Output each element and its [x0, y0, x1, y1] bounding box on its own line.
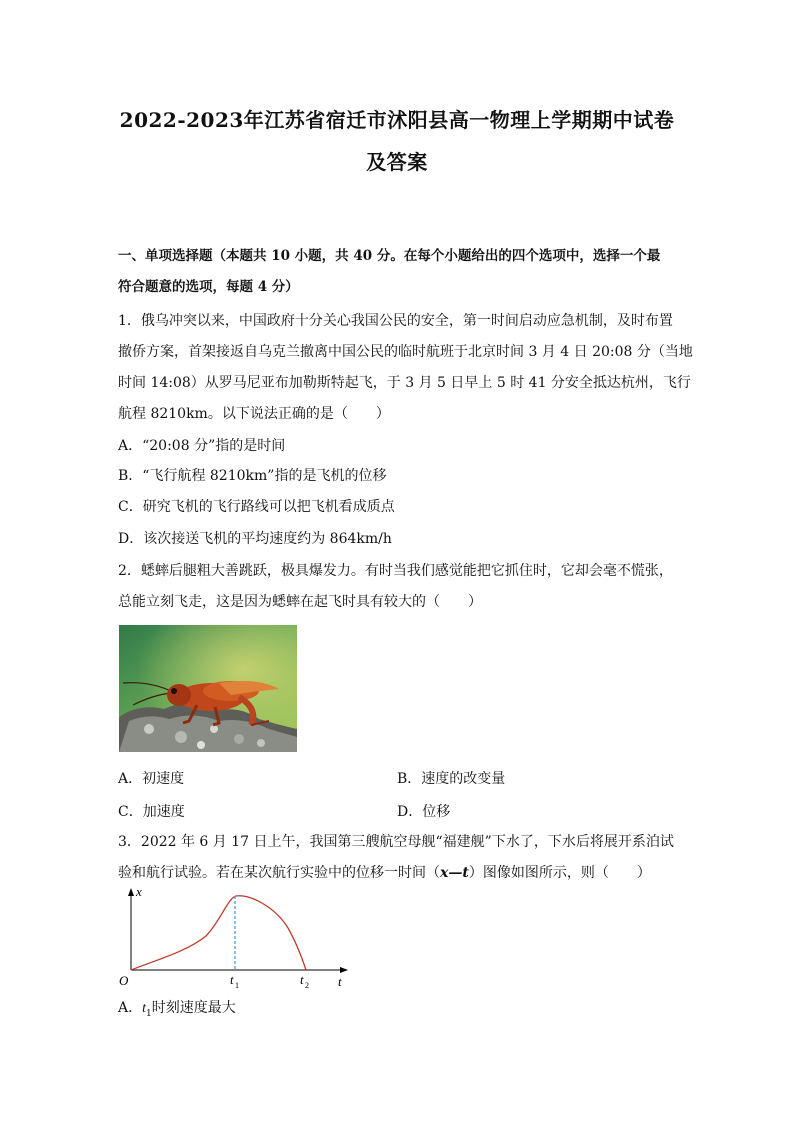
t-axis-arrow-icon: [340, 967, 348, 973]
q3-option-a-var: t: [142, 1001, 147, 1016]
x-axis-arrow-icon: [128, 888, 134, 896]
q2-option-d: D．位移: [397, 804, 451, 820]
t2-label: t: [300, 972, 304, 987]
q1-line-3: 时间 14:08）从罗马尼亚布加勒斯特起飞，于 3 月 5 日早上 5 时 41 分安全抵达杭州，飞行: [118, 375, 691, 391]
section-heading-line1: 一、单项选择题（本题共 10 小题，共 40 分。在每个小题给出的四个选项中，选择一个最: [118, 248, 661, 264]
q3-option-a-sub: 1: [146, 1008, 152, 1019]
document-title-line2: 及答案: [366, 150, 428, 174]
cricket-photo: [119, 625, 297, 752]
q3-option-a-prefix: A．: [118, 1000, 143, 1016]
t1-subscript: 1: [235, 981, 239, 990]
xt-graph: [116, 884, 352, 996]
q3-option-a: [118, 998, 678, 1024]
q1-line-1: 1．俄乌冲突以来，中国政府十分关心我国公民的安全，第一时间启动应急机制，及时布置: [118, 313, 673, 329]
q2-line-1: 2．蟋蟀后腿粗大善跳跃，极具爆发力。有时当我们感觉能把它抓住时，它却会毫不慌张，: [118, 563, 673, 579]
q3-line-1: 3．2022 年 6 月 17 日上午，我国第三艘航空母舰“福建舰”下水了，下水后将展开系泊试: [118, 834, 674, 850]
q3-option-a-text: 时刻速度最大: [151, 1000, 236, 1016]
t2-subscript: 2: [305, 981, 309, 990]
q2-option-c: C．加速度: [118, 804, 185, 820]
q1-option-d: D．该次接送飞机的平均速度约为 864km/h: [118, 531, 392, 547]
q3-line-2-tail: ）图像如图所示，则（ ）: [468, 865, 651, 881]
q1-line-2: 撤侨方案，首架接返自乌克兰撤离中国公民的临时航班于北京时间 3 月 4 日 20:08 分（当地: [118, 344, 693, 360]
xt-label: x—t: [440, 865, 469, 881]
q2-line-2: 总能立刻飞走，这是因为蟋蟀在起飞时具有较大的（ ）: [118, 594, 482, 610]
x-axis-label: x: [136, 884, 142, 899]
q1-option-c: C．研究飞机的飞行路线可以把飞机看成质点: [118, 499, 395, 515]
q1-option-a: A．“20:08 分”指的是时间: [118, 438, 286, 454]
document-title-line1: 2022-2023年江苏省宿迁市沭阳县高一物理上学期期中试卷: [119, 108, 675, 132]
q2-option-b: B．速度的改变量: [397, 771, 506, 787]
xt-curve: [131, 896, 306, 970]
t1-label: t: [230, 972, 234, 987]
q3-line-2: [118, 863, 678, 883]
origin-label: O: [119, 973, 129, 988]
q2-option-a: A．初速度: [118, 771, 185, 787]
q3-line-2-text: 验和航行试验。若在某次航行实验中的位移一时间（: [118, 865, 440, 881]
q1-option-b: B．“飞行航程 8210km”指的是飞机的位移: [118, 468, 387, 484]
t-axis-label: t: [338, 974, 342, 989]
section-heading-line2: 符合题意的选项，每题 4 分）: [118, 279, 299, 295]
q1-line-4: 航程 8210km。以下说法正确的是（ ）: [118, 406, 390, 422]
